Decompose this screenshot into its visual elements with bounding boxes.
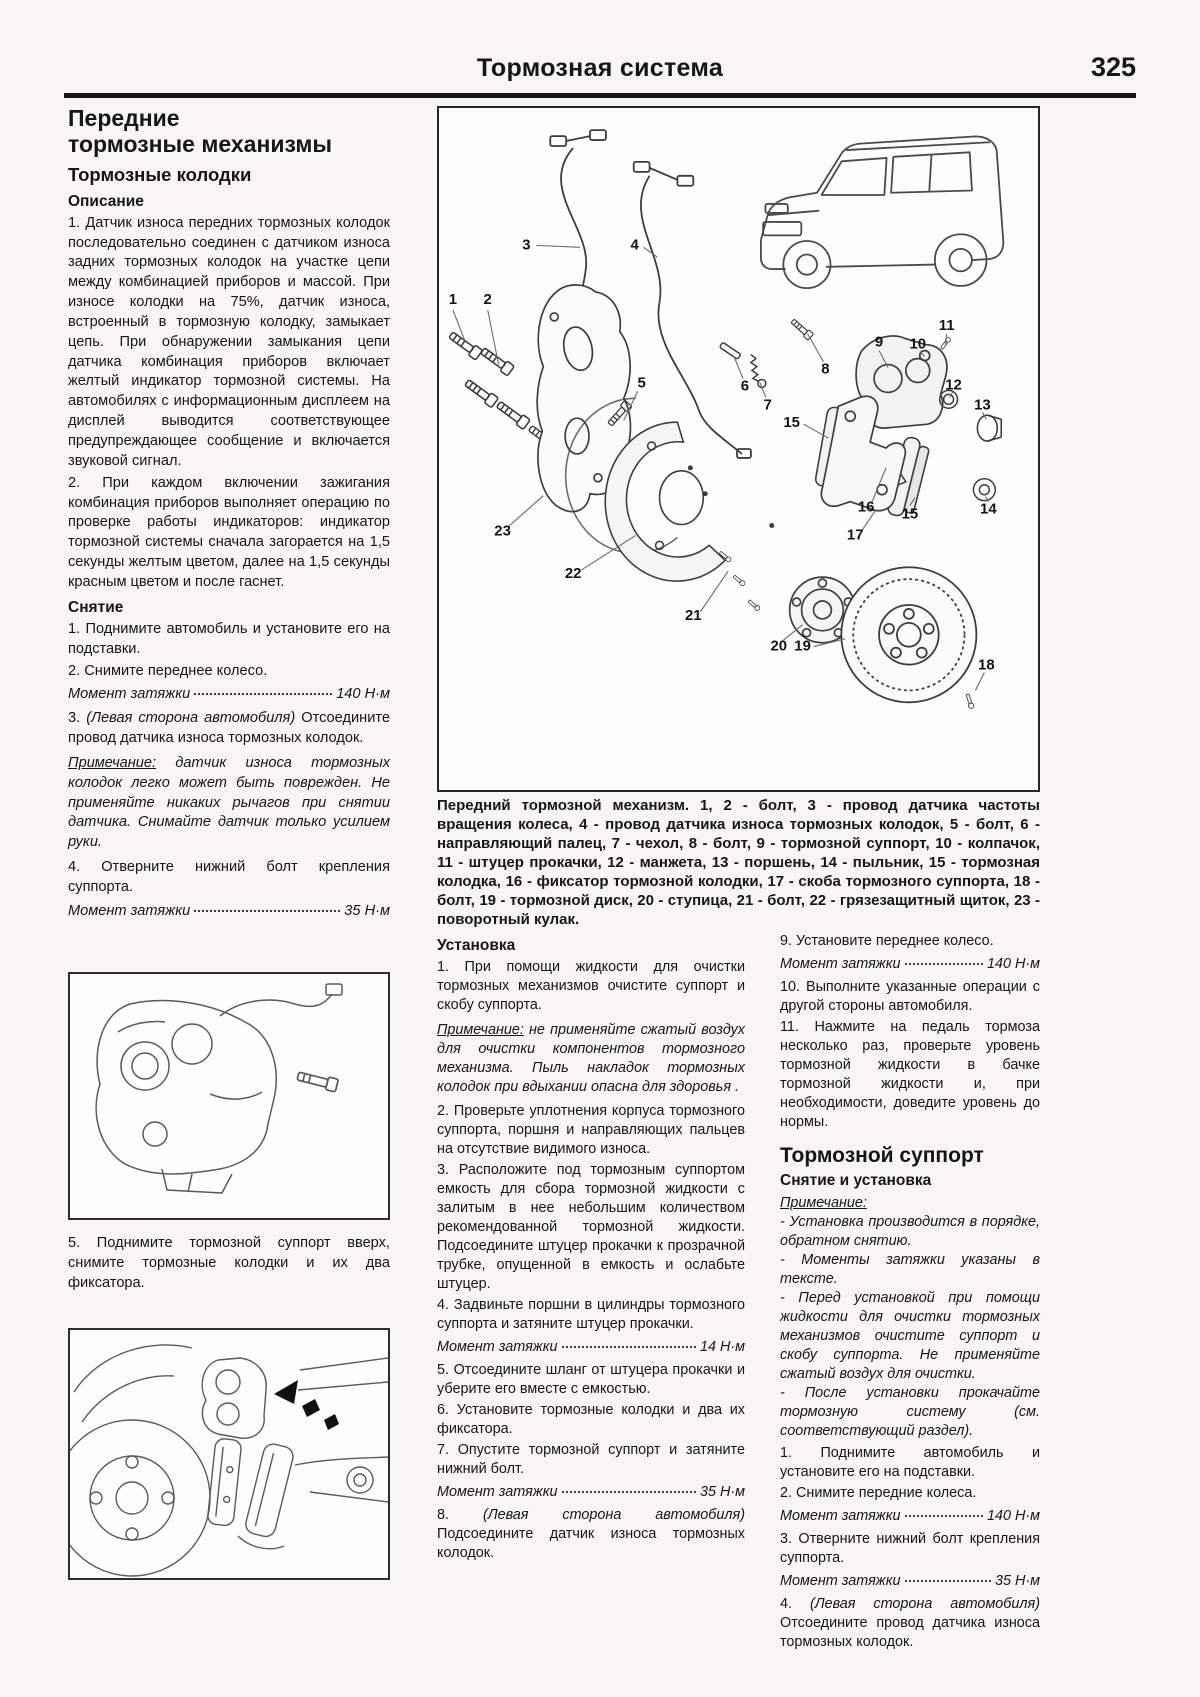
note-item-3: - Перед установкой при помощи жидкости для очистки тормозных механизмов очистите суппорт и скобу суппорта. Не применяйте сжатый воздух для очистки. bbox=[780, 1289, 1040, 1382]
caliper-column bbox=[780, 932, 1040, 1654]
part-number-7: 7 bbox=[763, 397, 772, 414]
part-number-14: 14 bbox=[980, 501, 997, 518]
part-number-16: 16 bbox=[857, 499, 875, 516]
paragraph-description-1: 1. Датчик износа передних тормозных колодок последовательно соединен с датчиком износа задних тормозных колодок на участке цепи между комбинацией приборов и массой. При износе колодки на 75%, датчик износа, встроенный в тормозную колодку, замыкает цепь. При обнаружении замыкания цепи датчика комбинация приборов включает желтый индикатор тормозной системы. На автомобилях с информационным дисплеем на дисплей выводится соответствующее предупреждающее сообщение и включается звуковой сигнал. bbox=[68, 214, 390, 469]
step-5: 5. Отсоедините шланг от штуцера прокачки и уберите его вместе с емкостью. bbox=[437, 1361, 745, 1397]
torque-row bbox=[780, 1507, 1040, 1526]
section-heading-front-brakes bbox=[68, 106, 390, 158]
removal-installation-heading: Снятие и установка bbox=[780, 1172, 932, 1190]
torque-value: 35 Н·м bbox=[699, 1483, 745, 1500]
part-number-4: 4 bbox=[630, 237, 639, 254]
dot-leader bbox=[905, 1515, 983, 1517]
torque-label: Момент затяжки bbox=[437, 1483, 558, 1500]
note bbox=[437, 1021, 745, 1097]
step-3 bbox=[68, 709, 390, 749]
paragraph-description-2: 2. При каждом включении зажигания комбинация приборов выполняет операцию по проверке работы индикаторов: индикатор тормозной системы сначала загорается на 1,5 секунды желтым цветом, далее на 1,5 секунды красным цветом и после гаснет. bbox=[68, 474, 390, 590]
part-number-15a: 15 bbox=[783, 415, 800, 432]
bolt-8 bbox=[790, 318, 814, 340]
torque-row bbox=[68, 685, 390, 705]
dust-boot bbox=[973, 479, 995, 501]
step-9: 9. Установите переднее колесо. bbox=[780, 933, 994, 949]
car-illustration bbox=[761, 136, 1003, 288]
step-3: 3. Отверните нижний болт крепления суппорта. bbox=[780, 1530, 1040, 1566]
image-caption-step-5: 5. Поднимите тормозной суппорт вверх, снимите тормозные колодки и их два фиксатора. bbox=[68, 1235, 390, 1291]
note-item-2: - Моменты затяжки указаны в тексте. bbox=[780, 1251, 1040, 1287]
step-3: 3. Расположите под тормозным суппортом емкость для сбора тормозной жидкости с залитым в нее небольшим количеством рекомендованной тормозной жидкости. Подсоедините штуцер прокачки к прозрачной трубке, опущенной в емкость и ослабьте штуцер. bbox=[437, 1161, 745, 1292]
part-number-22: 22 bbox=[564, 566, 582, 583]
torque-label: Момент затяжки bbox=[437, 1338, 558, 1355]
header-rule bbox=[64, 93, 1136, 98]
side-remark: (Левая сторона автомобиля) bbox=[809, 1596, 1041, 1613]
step-10: 10. Выполните указанные операции с другой стороны автомобиля. bbox=[780, 979, 1040, 1015]
torque-value: 14 Н·м bbox=[699, 1338, 745, 1355]
torque-label: Момент затяжки bbox=[780, 1573, 901, 1589]
torque-row bbox=[437, 1338, 745, 1357]
removal-heading: Снятие bbox=[68, 598, 124, 616]
part-number-20: 20 bbox=[770, 638, 788, 655]
part-number-9: 9 bbox=[874, 334, 884, 351]
torque-value: 35 Н·м bbox=[994, 1573, 1040, 1589]
part-number-13: 13 bbox=[974, 397, 991, 414]
page-number: 325 bbox=[1090, 52, 1136, 82]
torque-label: Момент затяжки bbox=[780, 1507, 901, 1524]
part-number-12: 12 bbox=[945, 377, 962, 394]
part-number-3: 3 bbox=[522, 237, 531, 254]
step-2: 2. Проверьте уплотнения корпуса тормозного суппорта, поршня и направляющих пальцев на отсутствие видимого износа. bbox=[437, 1102, 745, 1157]
note bbox=[68, 754, 390, 853]
description-heading: Описание bbox=[68, 192, 144, 210]
torque-label: Момент затяжки bbox=[68, 902, 191, 919]
step-4 bbox=[780, 1595, 1040, 1652]
pads-removal-illustration bbox=[70, 1330, 388, 1578]
step-4: 4. Задвиньте поршни в цилиндры тормозного суппорта и затяните штуцер прокачки. bbox=[437, 1296, 745, 1332]
note-body: не применяйте сжатый воздух для очистки компонентов тормозного механизма. Пыль накладок тормозных колодок при вдыхании опасна для здоровья . bbox=[437, 1021, 746, 1095]
piston bbox=[977, 415, 1001, 441]
part-number-8: 8 bbox=[821, 361, 830, 378]
part-number-5: 5 bbox=[637, 375, 646, 392]
caliper-lower-bolt-illustration bbox=[70, 974, 388, 1218]
part-number-21: 21 bbox=[685, 607, 702, 624]
note-item-4: - После установки прокачайте тормозную систему (см. соответствующий раздел). bbox=[780, 1384, 1040, 1439]
torque-label: Момент затяжки bbox=[780, 956, 901, 973]
installation-column bbox=[437, 932, 745, 1565]
step-1: 1. Поднимите автомобиль и установите его на подставки. bbox=[780, 1444, 1040, 1480]
step-2: 2. Снимите переднее колесо. bbox=[68, 662, 268, 679]
brake-disc bbox=[841, 567, 976, 702]
part-number-6: 6 bbox=[740, 378, 750, 395]
part-number-11: 11 bbox=[938, 317, 955, 334]
torque-label: Момент затяжки bbox=[68, 686, 191, 703]
torque-row bbox=[437, 1483, 745, 1502]
note-lead-row bbox=[780, 1194, 1040, 1213]
step-number: 3. bbox=[68, 710, 81, 727]
part-number-10: 10 bbox=[909, 336, 927, 353]
heading-line1: Передние bbox=[68, 105, 180, 131]
torque-value: 140 Н·м bbox=[986, 1507, 1040, 1524]
dot-leader bbox=[905, 963, 983, 965]
disc-screw bbox=[965, 694, 975, 710]
step-4: 4. Отверните нижний болт крепления суппорта. bbox=[68, 859, 390, 895]
torque-row bbox=[780, 955, 1040, 974]
torque-value: 35 Н·м bbox=[344, 902, 390, 919]
part-number-19: 19 bbox=[794, 638, 811, 655]
torque-row bbox=[780, 1572, 1040, 1591]
step-6: 6. Установите тормозные колодки и два их фиксатора. bbox=[437, 1401, 745, 1437]
part-number-1: 1 bbox=[448, 291, 458, 308]
figure-box-front-brake bbox=[437, 106, 1040, 792]
part-number-15b: 15 bbox=[901, 506, 919, 523]
step-1: 1. Поднимите автомобиль и установите его на подставки. bbox=[68, 620, 390, 657]
step-number: 8. bbox=[437, 1506, 450, 1523]
image-frame-caliper-bolt bbox=[68, 972, 390, 1220]
step-11: 11. Нажмите на педаль тормоза несколько раз, проверьте уровень тормозной жидкости в бачке тормозной жидкости и, при необходимости, доведите уровень до нормы. bbox=[780, 1019, 1040, 1131]
guide-pin-boot bbox=[751, 355, 766, 388]
dot-leader bbox=[194, 693, 332, 695]
side-remark: (Левая сторона автомобиля) bbox=[482, 1506, 746, 1523]
part-number-18: 18 bbox=[978, 657, 995, 674]
step-1: 1. При помощи жидкости для очистки тормозных механизмов очистите суппорт и скобу суппорта. bbox=[437, 959, 745, 1014]
heading-line2: тормозные механизмы bbox=[68, 130, 332, 157]
front-brake-exploded-diagram bbox=[439, 108, 1038, 790]
dot-leader bbox=[905, 1580, 991, 1582]
note-lead: Примечание: bbox=[68, 754, 157, 771]
step-text: Отсоедините провод датчика износа тормозных колодок. bbox=[780, 1615, 1040, 1651]
image-frame-pads-removal bbox=[68, 1328, 390, 1580]
note-lead: Примечание: bbox=[437, 1021, 524, 1038]
left-column bbox=[68, 106, 390, 926]
torque-value: 140 Н·м bbox=[986, 956, 1040, 973]
page-title: Тормозная система bbox=[476, 54, 724, 82]
step-number: 4. bbox=[780, 1596, 793, 1613]
figure-caption: Передний тормозной механизм. 1, 2 - болт, 3 - провод датчика частоты вращения колеса, 4 - провод датчика износа тормозных колодок, 5 - болт, 6 - направляющий палец, 7 - чехол, 8 - болт, 9 - тормозной суппорт, 10 - колпачок, 11 - штуцер прокачки, 12 - манжета, 13 - поршень, 14 - пыльник, 15 - тормозная колодка, 16 - фиксатор тормозной колодки, 17 - скоба тормозного суппорта, 18 - болт, 19 - тормозной диск, 20 - ступица, 21 - болт, 22 - грязезащитный щиток, 23 - поворотный кулак. bbox=[437, 797, 1040, 928]
dot-leader bbox=[194, 910, 340, 912]
step-text: Отсоедините провод датчика износа тормозных колодок. bbox=[68, 710, 390, 747]
subsection-heading-pads: Тормозные колодки bbox=[68, 163, 252, 185]
step-text: Подсоедините датчик износа тормозных колодок. bbox=[437, 1525, 745, 1561]
note-lead: Примечание: bbox=[780, 1194, 867, 1211]
note-item-1: - Установка производится в порядке, обратном снятию. bbox=[780, 1213, 1040, 1249]
section-heading-caliper: Тормозной суппорт bbox=[780, 1144, 984, 1168]
side-remark: (Левая сторона автомобиля) bbox=[86, 710, 296, 727]
part-number-2: 2 bbox=[483, 291, 492, 308]
dot-leader bbox=[562, 1491, 696, 1493]
wear-sensor-wire bbox=[634, 162, 751, 458]
part-number-23: 23 bbox=[494, 523, 511, 540]
torque-value: 140 Н·м bbox=[336, 686, 390, 703]
note-body: датчик износа тормозных колодок легко может быть поврежден. Не применяйте никаких рычагов при снятии датчика. Снимайте датчик только усилием руки. bbox=[68, 754, 390, 851]
step-7: 7. Опустите тормозной суппорт и затяните нижний болт. bbox=[437, 1441, 745, 1477]
guide-pin bbox=[719, 342, 740, 359]
step-8 bbox=[437, 1506, 745, 1563]
installation-heading: Установка bbox=[437, 937, 516, 954]
torque-row bbox=[68, 902, 390, 922]
part-number-17: 17 bbox=[846, 527, 864, 544]
dot-leader bbox=[562, 1346, 696, 1348]
step-2: 2. Снимите передние колеса. bbox=[780, 1484, 977, 1501]
